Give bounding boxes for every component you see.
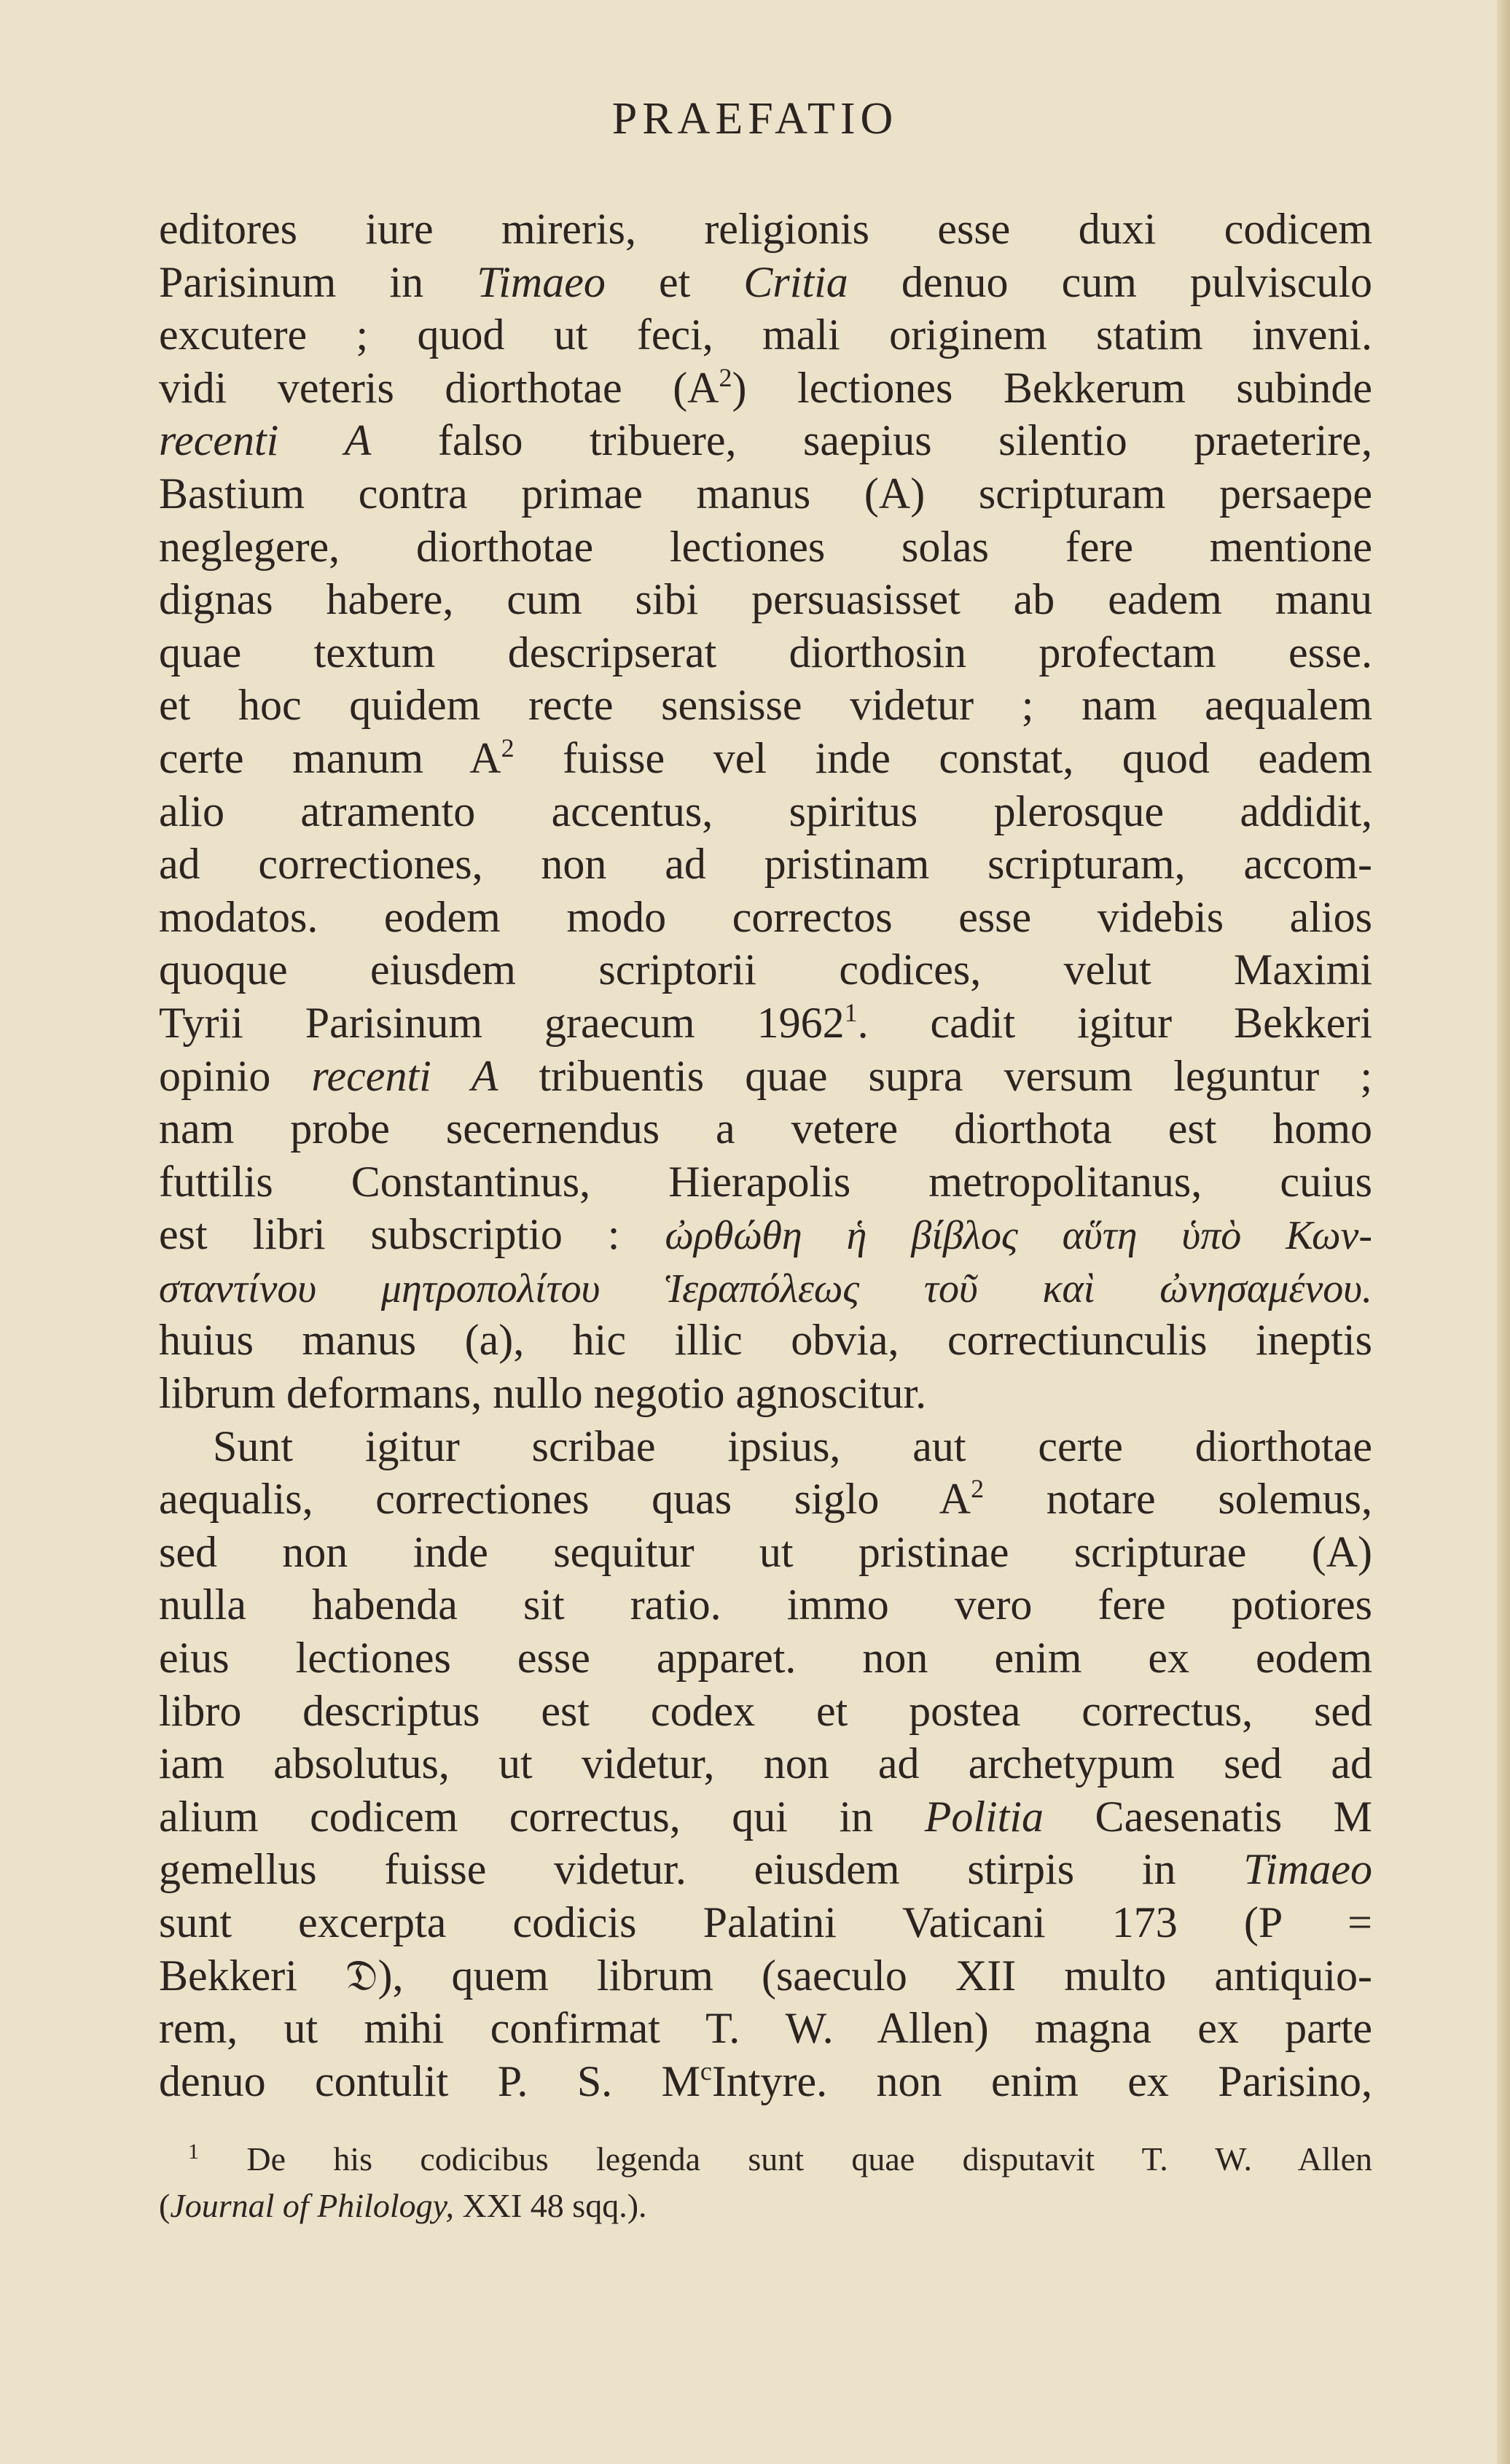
footnote-line: [159, 2136, 1372, 2183]
text-line: [159, 1208, 1372, 1261]
text-run: et: [605, 257, 744, 306]
text-line: alio atramento accentus, spiritus plerosque addidit,: [159, 787, 1372, 835]
footnote-text: (: [159, 2187, 171, 2224]
text-line: libro descriptus est codex et postea correctus, sed: [159, 1686, 1372, 1735]
italic-title-critia: Critia: [743, 257, 848, 306]
footnote-marker: 1: [188, 2140, 199, 2164]
text-line: sunt excerpta codicis Palatini Vaticani 173 (P =: [159, 1898, 1372, 1946]
text-run: opinio: [159, 1051, 312, 1100]
superscript: c: [700, 2056, 712, 2086]
text-run: denuo cum pulvisculo: [848, 257, 1372, 306]
text-run: falso tribuere, saepius silentio praeterire,: [371, 416, 1372, 465]
text-line: [159, 1473, 1372, 1526]
text-line: [159, 732, 1372, 785]
italic-title-politia: Politia: [924, 1792, 1044, 1841]
text-line: futtilis Constantinus, Hierapolis metropolitanus, cuius: [159, 1157, 1372, 1206]
italic-phrase: recenti A: [311, 1051, 498, 1100]
text-line: [159, 2055, 1372, 2108]
text-line: Sunt igitur scribae ipsius, aut certe diorthotae: [213, 1422, 1372, 1470]
text-line: [159, 362, 1372, 415]
text-line: [159, 997, 1372, 1050]
text-line: editores iure mireris, religionis esse duxi codicem: [159, 205, 1372, 253]
text-line: ad correctiones, non ad pristinam scripturam, accom-: [159, 840, 1372, 889]
italic-phrase: recenti A: [159, 416, 372, 465]
running-head: PRAEFATIO: [611, 94, 899, 144]
text-line: neglegere, diorthotae lectiones solas fere mentione: [159, 522, 1372, 571]
text-run: Caesenatis M: [1044, 1792, 1372, 1841]
text-line: eius lectiones esse apparet. non enim ex eodem: [159, 1634, 1372, 1683]
text-line: nam probe secernendus a vetere diorthota est homo: [159, 1104, 1372, 1153]
text-run: denuo contulit P. S. M: [159, 2056, 700, 2105]
greek-text: σταντίνου μητροπολίτου Ἱεραπόλεως τοῦ καὶ ὠνησαμένου.: [159, 1266, 1372, 1311]
text-line: [159, 1261, 1372, 1314]
italic-title-timaeo: Timaeo: [477, 257, 606, 306]
text-run: certe manum A: [159, 733, 501, 782]
text-run: tribuentis quae supra versum leguntur ;: [498, 1051, 1372, 1100]
page-edge: [1497, 0, 1510, 2464]
superscript: 2: [971, 1474, 985, 1504]
text-line: excutere ; quod ut feci, mali originem statim inveni.: [159, 311, 1372, 359]
text-line: [159, 1790, 1372, 1844]
superscript: 2: [501, 733, 515, 763]
body-text: [159, 203, 1372, 2108]
text-run: Tyrii Parisinum graecum 1962: [159, 998, 845, 1047]
greek-text: ὠρθώθη ἡ βίβλος αὕτη ὑπὸ Κων-: [665, 1213, 1372, 1259]
text-run: aequalis, correctiones quas siglo A: [159, 1475, 971, 1524]
superscript: 2: [719, 362, 732, 392]
text-run: est libri subscriptio :: [159, 1210, 665, 1259]
text-run: . cadit igitur Bekkeri: [857, 998, 1372, 1047]
text-line: dignas habere, cum sibi persuasisset ab eadem manu: [159, 575, 1372, 624]
text-line: [159, 1843, 1372, 1896]
text-line: Bastium contra primae manus (A) scripturam persaepe: [159, 469, 1372, 518]
text-line: rem, ut mihi confirmat T. W. Allen) magna ex parte: [159, 2004, 1372, 2053]
text-run: alium codicem correctus, qui in: [159, 1792, 925, 1841]
text-line: nulla habenda sit ratio. immo vero fere potiores: [159, 1580, 1372, 1629]
footnote: [159, 2136, 1372, 2229]
text-line: [159, 256, 1372, 309]
text-run: vidi veteris diorthotae (A: [159, 363, 719, 412]
text-run: ) lectiones Bekkerum subinde: [732, 363, 1372, 412]
text-line: quae textum descripserat diorthosin profectam esse.: [159, 628, 1372, 677]
italic-journal-title: Journal of Philology,: [170, 2187, 455, 2224]
text-line: modatos. eodem modo correctos esse videbis alios: [159, 892, 1372, 941]
text-run: notare solemus,: [984, 1475, 1372, 1524]
text-line: [159, 414, 1372, 467]
text-run: fuisse vel inde constat, quod eadem: [514, 733, 1372, 782]
footnote-text: De his codicibus legenda sunt quae disputavit T. W. Allen: [199, 2140, 1372, 2178]
text-line: Bekkeri 𝔇), quem librum (saeculo XII multo antiquio-: [159, 1951, 1372, 2000]
text-run: gemellus fuisse videtur. eiusdem stirpis in: [159, 1845, 1244, 1894]
footnote-ref: 1: [844, 997, 858, 1027]
footnote-line: [159, 2183, 1372, 2229]
text-run: Intyre. non enim ex Parisino,: [711, 2056, 1372, 2105]
text-line: iam absolutus, ut videtur, non ad archetypum sed ad: [159, 1739, 1372, 1788]
text-line: [159, 1050, 1372, 1103]
text-line: quoque eiusdem scriptorii codices, velut Maximi: [159, 946, 1372, 994]
footnote-text: XXI 48 sqq.).: [454, 2187, 647, 2224]
text-line: huius manus (a), hic illic obvia, correctiunculis ineptis: [159, 1316, 1372, 1365]
text-run: Parisinum in: [159, 257, 477, 306]
text-line: et hoc quidem recte sensisse videtur ; nam aequalem: [159, 681, 1372, 730]
text-line: librum deformans, nullo negotio agnoscitur.: [159, 1369, 927, 1418]
italic-title-timaeo: Timaeo: [1243, 1845, 1372, 1894]
text-line: sed non inde sequitur ut pristinae scripturae (A): [159, 1527, 1372, 1576]
